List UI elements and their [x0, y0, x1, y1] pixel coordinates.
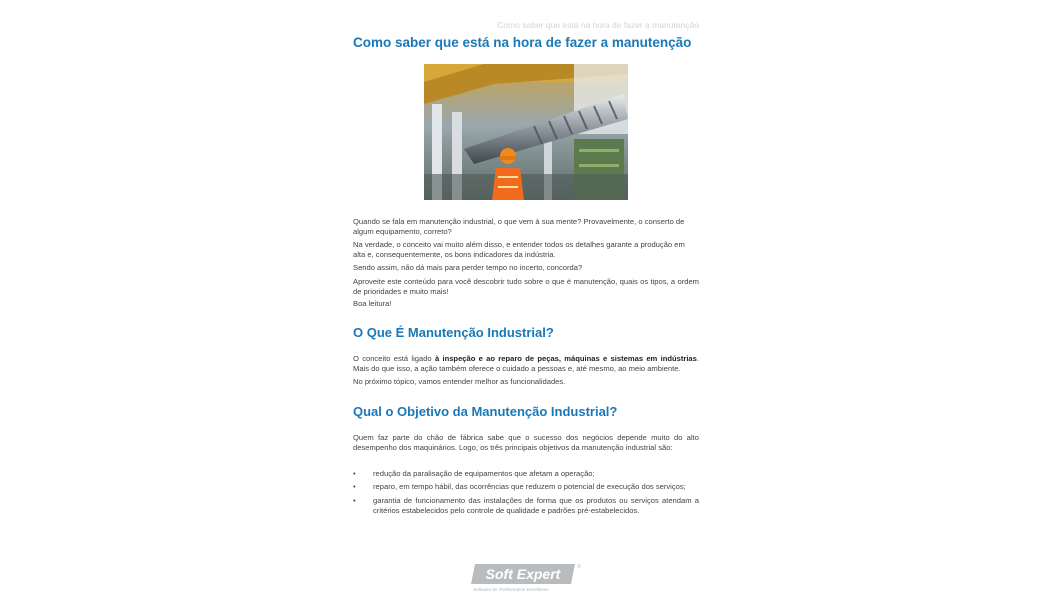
logo-tagline: Software for Performance Excellence: [473, 587, 549, 592]
intro-paragraph-4: Aproveite este conteúdo para você descobrir tudo sobre o que é manutenção, quais os tipos, a ordem de prioridades e muito mais!: [353, 277, 699, 296]
intro-paragraph-3: Sendo assim, não dá mais para perder tempo no incerto, concorda?: [353, 263, 583, 272]
running-header: Como saber que está na hora de fazer a manutenção: [497, 20, 699, 30]
logo-registered: ®: [577, 564, 581, 570]
bullet-icon: •: [353, 482, 356, 491]
section-heading-objective: Qual o Objetivo da Manutenção Industrial?: [353, 404, 618, 419]
hero-image-industrial-worker: [424, 64, 628, 200]
bullet-icon: •: [353, 469, 356, 478]
section-heading-what-is: O Que É Manutenção Industrial?: [353, 325, 554, 340]
logo-wordmark: Soft Expert: [485, 566, 561, 582]
intro-paragraph-5: Boa leitura!: [353, 299, 392, 308]
document-page: Como saber que está na hora de fazer a manutenção Como saber que está na hora de fazer a manutenção Quando se fala em manutenção industrial, o que vem à sua mente? Provavelmente, o conserto de algum equipamento, correto? Na verdade, o conceito vai muito além disso, e entender todos os detalhes garante a produção em alta e, consequentemente, os bons indicadores da indústria. Sendo assim, não dá mais para perder tempo no incerto, concorda? Aproveite este conteúdo para você descobrir tudo sobre o que é manutenção, quais os tipos, a ordem de prioridades e muito mais! Boa leitura! O Que É Manutenção Industrial? O conceito está ligado à inspeção e ao reparo de peças, máquinas e sistemas em indústrias. Mais do que isso, a ação também oferece o cuidado a pessoas e, até mesmo, ao meio ambiente. No próximo tópico, vamos entender melhor as funcionalidades. Qual o Objetivo da Manutenção Industrial? Quem faz parte do chão de fábrica sabe que o sucesso dos negócios depende muito do alto desempenho dos maquinários. Logo, os três principais objetivos da manutenção industrial são: • redução da paralisação de equipamentos que afetam a operação; • reparo, em tempo hábil, das ocorrências que reduzem o potencial de execução dos serviços; • garantia de funcionamento das instalações de forma que os produtos ou serviços atendam a critérios estabelecidos pelo controle de qualidade e padrões pré-estabelecidos.: [353, 20, 699, 515]
section1-paragraph-2: No próximo tópico, vamos entender melhor as funcionalidades.: [353, 377, 566, 386]
page-title: Como saber que está na hora de fazer a manutenção: [353, 35, 692, 50]
section1-paragraph-1: O conceito está ligado à inspeção e ao reparo de peças, máquinas e sistemas em indústrias. Mais do que isso, a ação também oferece o cuidado a pessoas e, até mesmo, ao meio ambiente.: [353, 354, 699, 373]
section1-emphasis: à inspeção e ao reparo de peças, máquinas e sistemas em indústrias: [434, 354, 697, 363]
softexpert-logo: [471, 562, 581, 594]
bullet-icon: •: [353, 496, 356, 505]
intro-paragraph-2: Na verdade, o conceito vai muito além disso, e entender todos os detalhes garante a produção em alta e, consequentemente, os bons indicadores da indústria.: [353, 240, 685, 259]
intro-paragraph-1: Quando se fala em manutenção industrial, o que vem à sua mente? Provavelmente, o conserto de algum equipamento, correto?: [353, 217, 685, 236]
section2-paragraph-1: Quem faz parte do chão de fábrica sabe que o sucesso dos negócios depende muito do alto desempenho dos maquinários. Logo, os três principais objetivos da manutenção industrial são:: [353, 433, 699, 452]
